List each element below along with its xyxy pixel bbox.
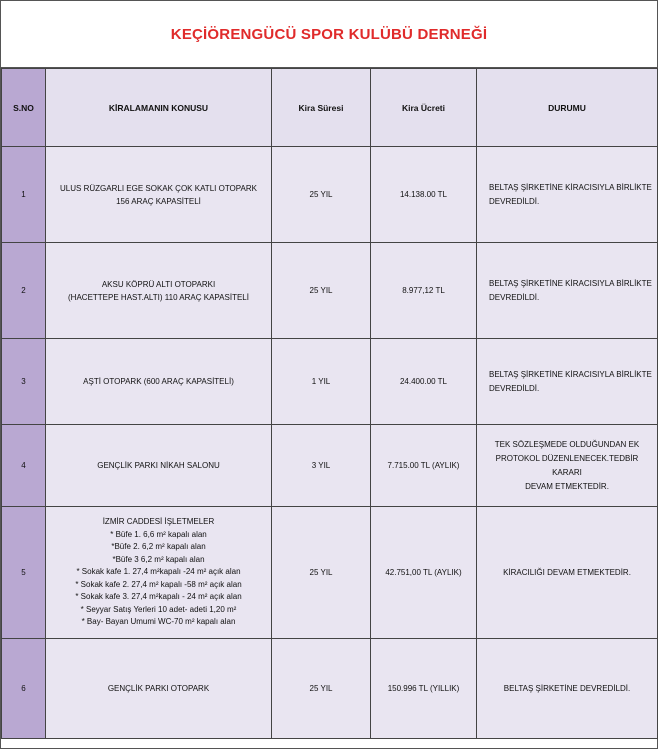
row-duration: 3 YIL bbox=[272, 425, 371, 507]
row-number: 5 bbox=[2, 507, 46, 639]
row-number: 1 bbox=[2, 147, 46, 243]
subject-line: * Seyyar Satış Yerleri 10 adet- adeti 1,20 m² bbox=[80, 604, 237, 614]
table-row bbox=[2, 147, 658, 243]
table-row bbox=[2, 507, 658, 639]
row-status bbox=[477, 243, 658, 339]
row-fee: 24.400.00 TL bbox=[371, 339, 477, 425]
row-duration: 25 YIL bbox=[272, 507, 371, 639]
status-line: BELTAŞ ŞİRKETİNE KİRACISIYLA BİRLİKTE bbox=[489, 182, 652, 192]
title-bar bbox=[1, 1, 657, 68]
row-number: 6 bbox=[2, 639, 46, 739]
header-konu: KİRALAMANIN KONUSU bbox=[46, 69, 272, 147]
status-line: DEVREDİLDİ. bbox=[489, 383, 540, 393]
row-duration: 25 YIL bbox=[272, 639, 371, 739]
subject-line: 156 ARAÇ KAPASİTELİ bbox=[116, 196, 201, 206]
subject-line: GENÇLİK PARKI OTOPARK bbox=[107, 684, 210, 693]
row-duration: 25 YIL bbox=[272, 243, 371, 339]
row-subject bbox=[46, 507, 272, 639]
subject-line: * Sokak kafe 1. 27,4 m²kapalı -24 m² açık alan bbox=[76, 567, 241, 577]
row-status bbox=[477, 639, 658, 739]
subject-line: İZMİR CADDESİ İŞLETMELER bbox=[102, 517, 215, 527]
row-subject bbox=[46, 425, 272, 507]
table-row bbox=[2, 243, 658, 339]
subject-line: *Büfe 3 6,2 m² kapalı alan bbox=[112, 554, 205, 564]
header-row bbox=[2, 69, 658, 147]
row-status bbox=[477, 425, 658, 507]
row-number: 4 bbox=[2, 425, 46, 507]
row-fee: 14.138.00 TL bbox=[371, 147, 477, 243]
row-duration: 25 YIL bbox=[272, 147, 371, 243]
status-line: BELTAŞ ŞİRKETİNE KİRACISIYLA BİRLİKTE bbox=[489, 369, 652, 379]
row-duration: 1 YIL bbox=[272, 339, 371, 425]
subject-line: * Bay- Bayan Umumi WC-70 m² kapalı alan bbox=[81, 617, 236, 627]
table-row bbox=[2, 639, 658, 739]
status-line: TEK SÖZLEŞMEDE OLDUĞUNDAN EK bbox=[494, 439, 640, 449]
subject-line: GENÇLİK PARKI NİKAH SALONU bbox=[97, 461, 220, 470]
subject-line: * Büfe 1. 6,6 m² kapalı alan bbox=[110, 529, 207, 539]
row-status bbox=[477, 147, 658, 243]
header-ucret: Kira Ücreti bbox=[371, 69, 477, 147]
subject-line: AKSU KÖPRÜ ALTI OTOPARKI bbox=[101, 279, 216, 289]
header-sure: Kira Süresi bbox=[272, 69, 371, 147]
status-line: KİRACILIĞI DEVAM ETMEKTEDİR. bbox=[503, 567, 631, 577]
row-fee: 7.715.00 TL (AYLIK) bbox=[371, 425, 477, 507]
row-fee: 42.751,00 TL (AYLIK) bbox=[371, 507, 477, 639]
row-number: 3 bbox=[2, 339, 46, 425]
header-sno: S.NO bbox=[2, 69, 46, 147]
row-subject bbox=[46, 339, 272, 425]
subject-line: (HACETTEPE HAST.ALTI) 110 ARAÇ KAPASİTELİ bbox=[68, 292, 249, 302]
status-line: BELTAŞ ŞİRKETİNE DEVREDİLDİ. bbox=[503, 683, 631, 693]
subject-line: * Sokak kafe 3. 27,4 m²kapalı - 24 m² açık alan bbox=[75, 592, 242, 602]
status-line: DEVREDİLDİ. bbox=[489, 292, 540, 302]
lease-table bbox=[1, 68, 658, 739]
status-line: DEVAM ETMEKTEDİR. bbox=[525, 481, 609, 491]
subject-line: *Büfe 2. 6,2 m² kapalı alan bbox=[111, 542, 206, 552]
row-status bbox=[477, 339, 658, 425]
table-row bbox=[2, 339, 658, 425]
row-status bbox=[477, 507, 658, 639]
row-fee: 8.977,12 TL bbox=[371, 243, 477, 339]
status-line: BELTAŞ ŞİRKETİNE KİRACISIYLA BİRLİKTE bbox=[489, 278, 652, 288]
row-number: 2 bbox=[2, 243, 46, 339]
status-line: PROTOKOL DÜZENLENECEK.TEDBİR KARARI bbox=[495, 453, 639, 477]
subject-line: AŞTİ OTOPARK (600 ARAÇ KAPASİTELİ) bbox=[83, 377, 234, 386]
header-durum: DURUMU bbox=[477, 69, 658, 147]
table-row bbox=[2, 425, 658, 507]
status-line: DEVREDİLDİ. bbox=[489, 196, 540, 206]
subject-line: ULUS RÜZGARLI EGE SOKAK ÇOK KATLI OTOPARK bbox=[60, 183, 257, 193]
row-fee: 150.996 TL (YILLIK) bbox=[371, 639, 477, 739]
row-subject bbox=[46, 243, 272, 339]
row-subject bbox=[46, 147, 272, 243]
row-subject bbox=[46, 639, 272, 739]
page-title: KEÇİÖRENGÜCÜ SPOR KULÜBÜ DERNEĞİ bbox=[170, 25, 488, 43]
subject-line: * Sokak kafe 2. 27,4 m² kapalı -58 m² açık alan bbox=[75, 579, 242, 589]
